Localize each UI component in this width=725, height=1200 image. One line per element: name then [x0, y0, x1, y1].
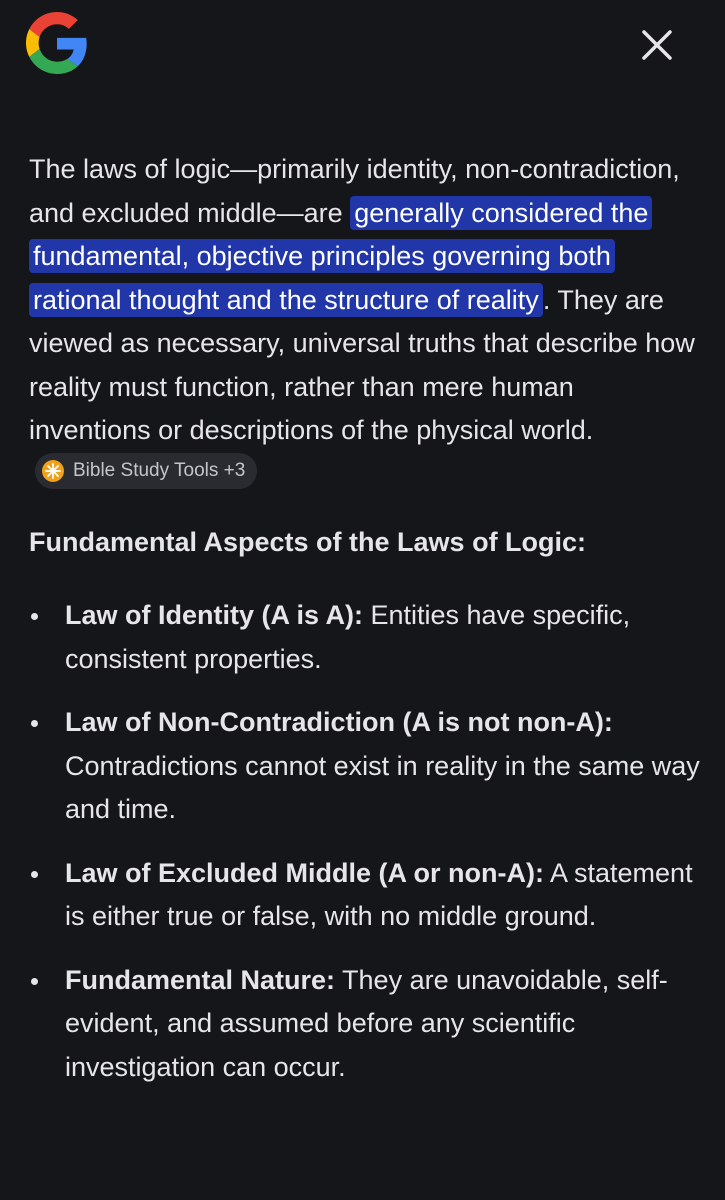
- bullet-text: They are unavoidable, self-evident, and assumed before any scientific investigation can occur.: [65, 964, 668, 1082]
- highlighted-text[interactable]: generally considered the fundamental, objective principles governing both rational thought and the structure of reality: [29, 196, 652, 317]
- google-g-icon[interactable]: [26, 12, 88, 74]
- intro-text-before: The laws of logic—primarily identity, non-contradiction, and excluded middle—are: [29, 154, 680, 228]
- bullet-term: Law of Non-Contradiction (A is not non-A):: [65, 707, 613, 737]
- intro-paragraph: [29, 148, 701, 499]
- bullet-text: A statement is either true or false, with no middle ground.: [65, 857, 693, 931]
- bullet-text: Contradictions cannot exist in reality in the same way and time.: [65, 750, 700, 824]
- close-icon: [641, 29, 673, 61]
- list-item: [29, 701, 701, 832]
- source-chip-label: Bible Study Tools +3: [73, 459, 246, 481]
- aspects-list: [29, 594, 701, 1089]
- source-favicon-icon: [41, 459, 65, 483]
- intro-text-after: . They are viewed as necessary, universal truths that describe how reality must function, rather than mere human inventions or descriptions of the physical world.: [29, 284, 695, 445]
- list-item: [29, 959, 701, 1090]
- bullet-dot: [31, 720, 38, 727]
- ai-overview-content: [29, 148, 701, 1109]
- bullet-term: Law of Identity (A is A):: [65, 600, 363, 630]
- bullet-text: Entities have specific, consistent properties.: [65, 600, 631, 674]
- top-bar: [0, 0, 725, 90]
- bullet-term: Law of Excluded Middle (A or non-A):: [65, 857, 544, 888]
- section-heading: Fundamental Aspects of the Laws of Logic:: [29, 527, 587, 557]
- bullet-dot: [31, 871, 38, 878]
- bullet-dot: [31, 978, 38, 985]
- list-item: [29, 594, 701, 681]
- close-button[interactable]: [636, 24, 678, 66]
- bullet-dot: [31, 613, 38, 620]
- list-item: [29, 852, 701, 939]
- bullet-term: Fundamental Nature:: [65, 964, 336, 995]
- source-chip[interactable]: [35, 453, 257, 489]
